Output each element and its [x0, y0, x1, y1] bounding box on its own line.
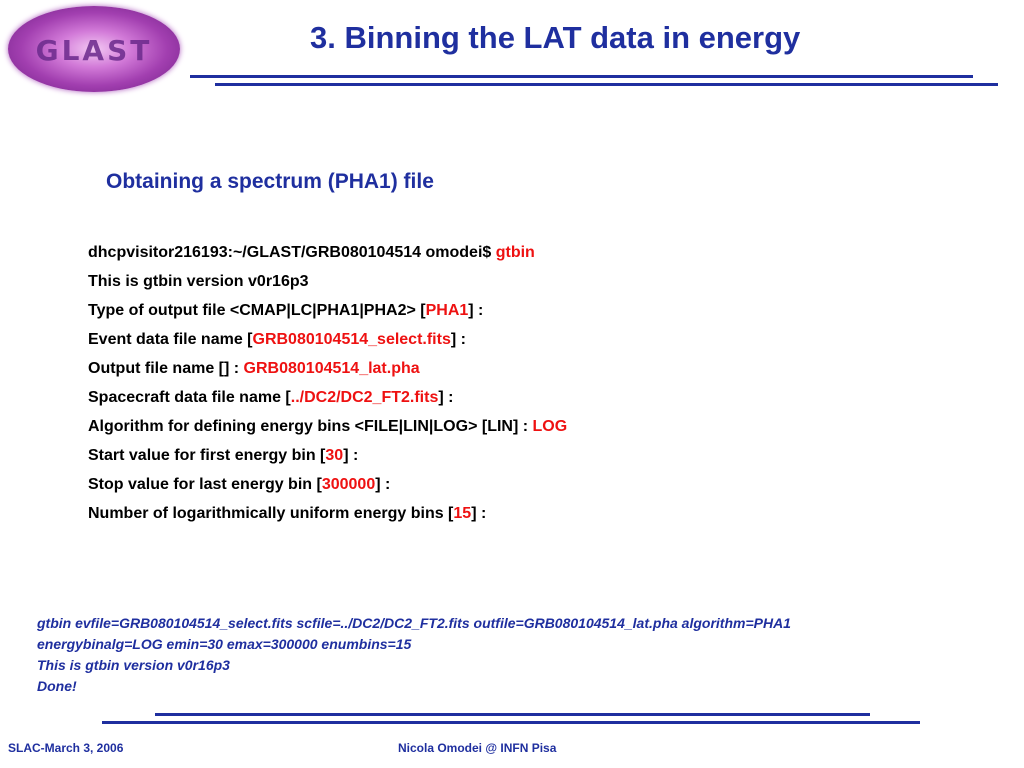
terminal-line — [88, 325, 567, 354]
header-rule-bottom — [215, 83, 998, 86]
header-rule-top — [190, 75, 973, 78]
line-input: PHA1 — [425, 302, 469, 319]
line-text: dhcpvisitor216193:~/GLAST/GRB080104514 omodei$ — [88, 244, 496, 261]
line-input: GRB080104514_lat.pha — [243, 360, 420, 377]
footer-rule-top — [155, 713, 870, 716]
glast-logo — [8, 6, 180, 92]
line-text: This is gtbin version v0r16p3 — [88, 273, 309, 290]
line-suffix: ] : — [471, 505, 487, 522]
line-suffix: ] : — [438, 389, 454, 406]
terminal-line — [88, 354, 567, 383]
line-suffix: ] : — [375, 476, 391, 493]
terminal-line — [88, 296, 567, 325]
terminal-line — [88, 267, 567, 296]
line-text: Number of logarithmically uniform energy bins [ — [88, 505, 454, 522]
line-text: Algorithm for defining energy bins <FILE|LIN|LOG> [LIN] : — [88, 418, 533, 435]
line-text: Type of output file <CMAP|LC|PHA1|PHA2> [ — [88, 302, 426, 319]
summary-line: This is gtbin version v0r16p3 — [37, 657, 230, 673]
terminal-line — [88, 383, 567, 412]
line-text: Output file name [] : — [88, 360, 244, 377]
line-input: ../DC2/DC2_FT2.fits — [290, 389, 439, 406]
logo-text: GLAST — [35, 34, 153, 67]
summary-line: gtbin evfile=GRB080104514_select.fits scfile=../DC2/DC2_FT2.fits outfile=GRB080104514_lat.pha algorithm=PHA1 — [37, 615, 791, 631]
line-input: gtbin — [495, 244, 535, 261]
line-suffix: ] : — [468, 302, 484, 319]
terminal-session — [88, 238, 567, 528]
section-subtitle: Obtaining a spectrum (PHA1) file — [106, 170, 434, 193]
line-text: Start value for first energy bin [ — [88, 447, 326, 464]
line-input: LOG — [532, 418, 568, 435]
line-suffix: ] : — [343, 447, 359, 464]
line-suffix: ] : — [450, 331, 466, 348]
terminal-line — [88, 499, 567, 528]
footer-rule-bottom — [102, 721, 920, 724]
line-input: 15 — [453, 505, 472, 522]
line-input: GRB080104514_select.fits — [252, 331, 451, 348]
line-input: 30 — [325, 447, 344, 464]
slide-title: 3. Binning the LAT data in energy — [310, 20, 801, 55]
command-summary — [37, 613, 791, 697]
terminal-line — [88, 412, 567, 441]
terminal-line — [88, 441, 567, 470]
line-input: 300000 — [321, 476, 376, 493]
summary-line: energybinalg=LOG emin=30 emax=300000 enumbins=15 — [37, 636, 412, 652]
line-text: Event data file name [ — [88, 331, 253, 348]
line-text: Stop value for last energy bin [ — [88, 476, 322, 493]
footer-author: Nicola Omodei @ INFN Pisa — [398, 741, 557, 755]
summary-line: Done! — [37, 678, 77, 694]
line-text: Spacecraft data file name [ — [88, 389, 291, 406]
footer-date: SLAC-March 3, 2006 — [8, 741, 124, 755]
terminal-line — [88, 470, 567, 499]
terminal-line — [88, 238, 567, 267]
